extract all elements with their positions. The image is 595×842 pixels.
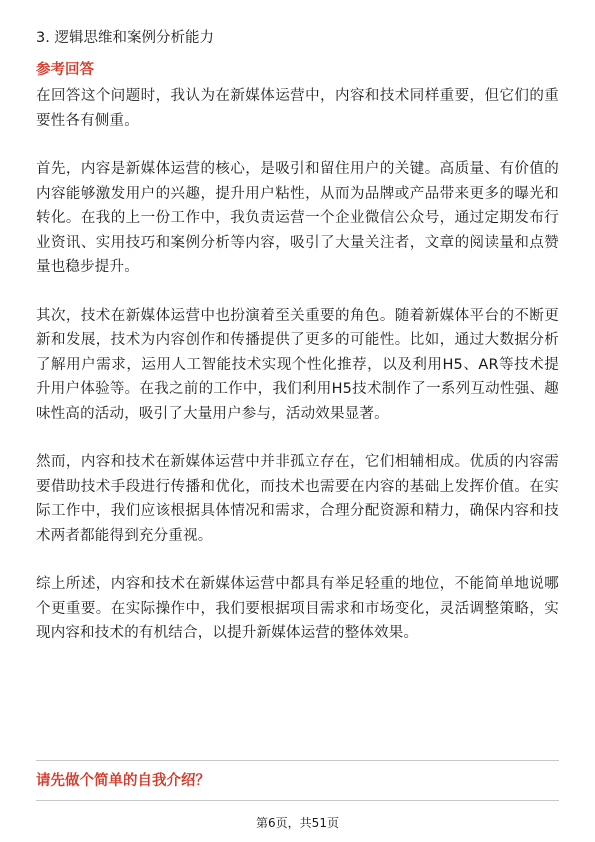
answer-label: 参考回答 xyxy=(36,62,94,78)
page-content xyxy=(36,28,559,646)
footer-divider xyxy=(36,800,559,801)
answer-paragraph-2: 首先，内容是新媒体运营的核心，是吸引和留住用户的关键。高质量、有价值的内容能够激发用户的兴趣，提升用户粘性，从而为品牌或产品带来更多的曝光和转化。在我的上一份工作中，我负责运营一个企业微信公众号，通过定期发布行业资讯、实用技巧和案例分析等内容，吸引了大量关注者，文章的阅读量和点赞量也稳步提升。 xyxy=(36,161,559,275)
page-footer: 第6页，共51页 xyxy=(256,816,339,830)
section-title: 3. 逻辑思维和案例分析能力 xyxy=(36,30,214,46)
answer-paragraph-4: 然而，内容和技术在新媒体运营中并非孤立存在，它们相辅相成。优质的内容需要借助技术手段进行传播和优化，而技术也需要在内容的基础上发挥价值。在实际工作中，我们应该根据具体情况和需求，合理分配资源和精力，确保内容和技术两者都能得到充分重视。 xyxy=(36,454,559,544)
section-divider xyxy=(36,760,559,761)
answer-paragraph-1: 在回答这个问题时，我认为在新媒体运营中，内容和技术同样重要，但它们的重要性各有侧重。 xyxy=(36,88,559,129)
next-question-title: 请先做个简单的自我介绍？ xyxy=(36,773,210,789)
answer-paragraph-3: 其次，技术在新媒体运营中也扮演着至关重要的角色。随着新媒体平台的不断更新和发展，技术为内容创作和传播提供了更多的可能性。比如，通过大数据分析了解用户需求，运用人工智能技术实现个性化推荐，以及利用H5、AR等技术提升用户体验等。在我之前的工作中，我们利用H5技术制作了一系列互动性强、趣味性高的活动，吸引了大量用户参与，活动效果显著。 xyxy=(36,307,559,422)
answer-paragraph-5: 综上所述，内容和技术在新媒体运营中都具有举足轻重的地位，不能简单地说哪个更重要。在实际操作中，我们要根据项目需求和市场变化，灵活调整策略，实现内容和技术的有机结合，以提升新媒体运营的整体效果。 xyxy=(36,576,559,641)
